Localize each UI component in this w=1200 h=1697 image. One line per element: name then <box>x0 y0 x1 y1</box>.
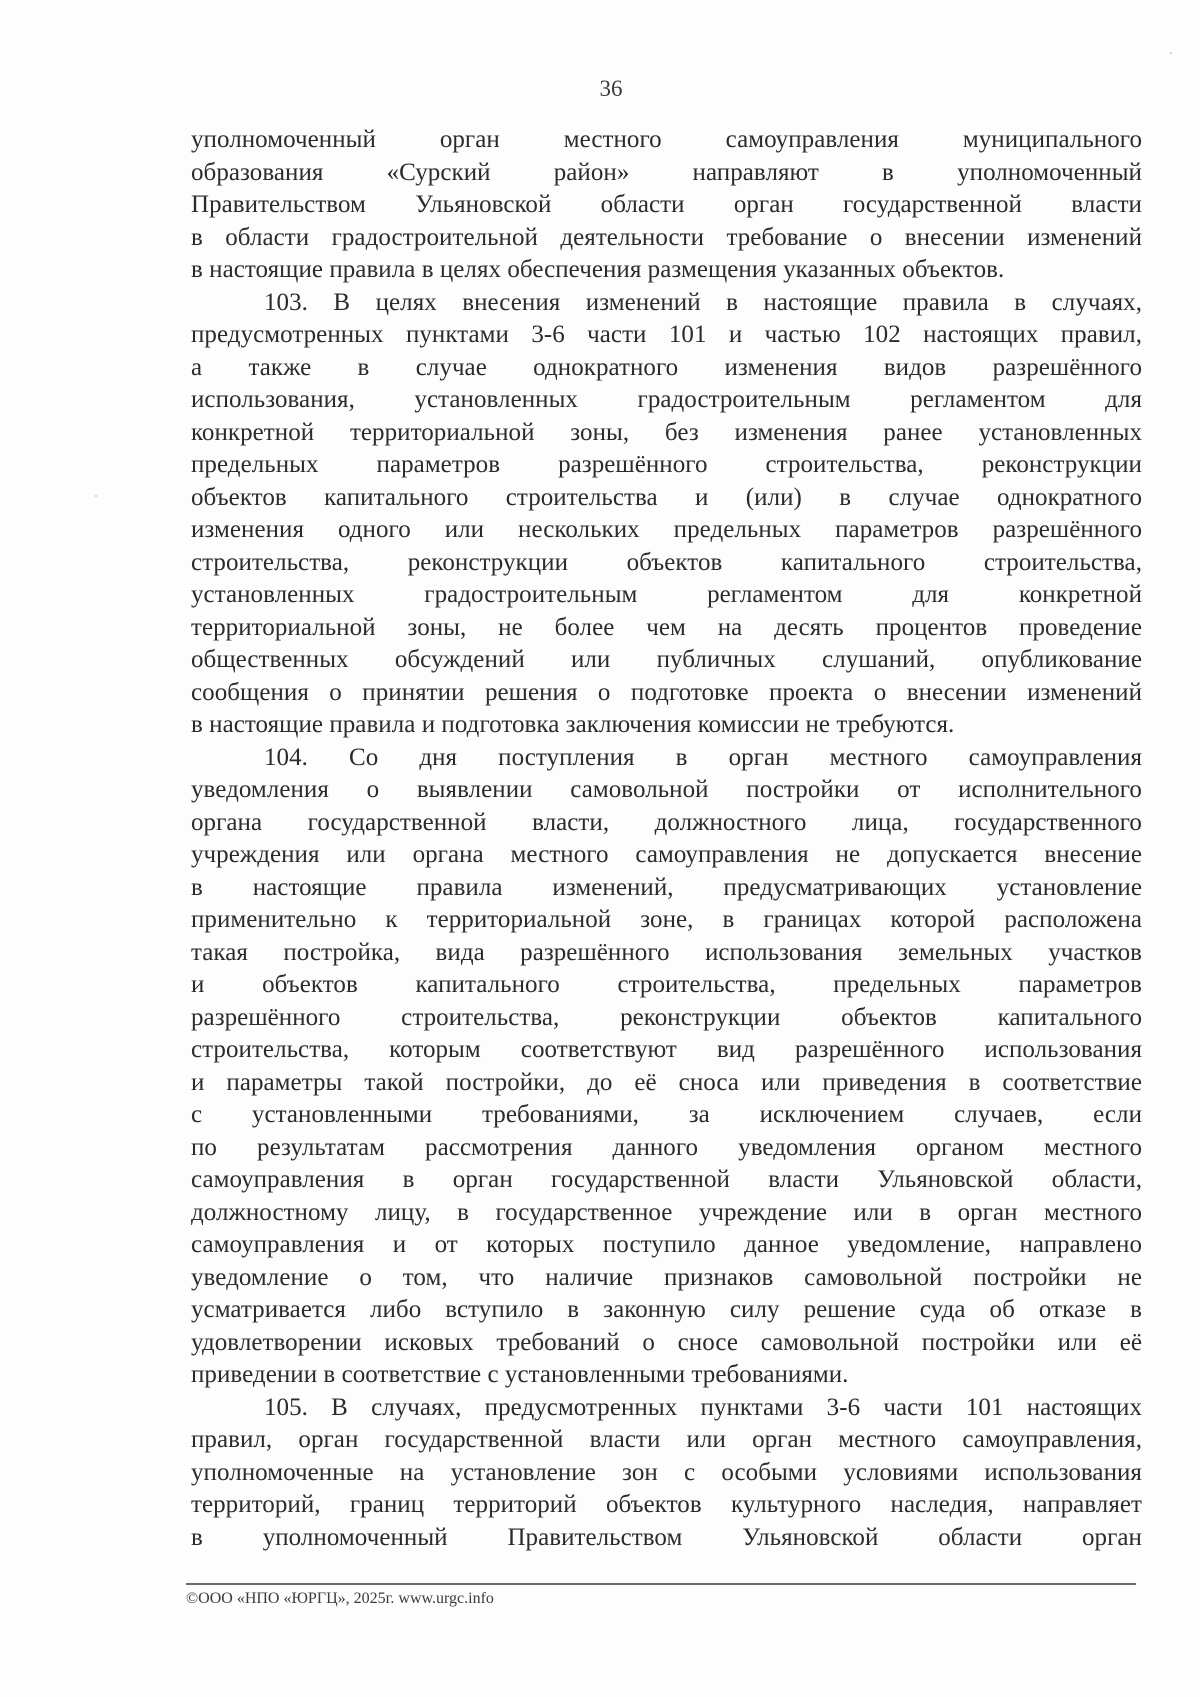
text-line: территориальной зоны, не более чем на десять процентов проведение <box>191 613 1142 641</box>
text-line: общественных обсуждений или публичных слушаний, опубликование <box>191 646 1142 673</box>
text-line: Правительством Ульяновской области орган государственной власти <box>191 191 1142 218</box>
paragraph-first-line: 104. Со дня поступления в орган местного самоуправления <box>264 743 1142 771</box>
text-line: в настоящие правила и подготовка заключения комиссии не требуются. <box>191 711 955 738</box>
text-line: в области градостроительной деятельности требование о внесении изменений <box>191 223 1142 251</box>
text-line: строительства, реконструкции объектов капитального строительства, <box>191 548 1142 576</box>
text-line: самоуправления в орган государственной власти Ульяновской области, <box>191 1166 1142 1193</box>
text-line: с установленными требованиями, за исключением случаев, если <box>191 1101 1142 1128</box>
text-line: и параметры такой постройки, до её сноса или приведения в соответствие <box>191 1068 1142 1096</box>
text-line: предусмотренных пунктами 3-6 части 101 и частью 102 настоящих правил, <box>191 321 1142 348</box>
text-line: образования «Сурский район» направляют в уполномоченный <box>191 158 1142 186</box>
text-line: уполномоченные на установление зон с особыми условиями использования <box>191 1458 1142 1486</box>
page-number: 36 <box>599 76 623 101</box>
text-line: в настоящие правила в целях обеспечения размещения указанных объектов. <box>191 256 1005 283</box>
text-line: уполномоченный орган местного самоуправления муниципального <box>191 126 1142 153</box>
text-line: усматривается либо вступило в законную силу решение суда об отказе в <box>191 1296 1142 1323</box>
text-line: должностному лицу, в государственное учреждение или в орган местного <box>191 1198 1142 1226</box>
scan-speck <box>95 495 97 497</box>
text-line: разрешённого строительства, реконструкции объектов капитального <box>191 1003 1142 1031</box>
text-line: сообщения о принятии решения о подготовке проекта о внесении изменений <box>191 678 1142 706</box>
text-line: установленных градостроительным регламентом для конкретной <box>191 581 1142 608</box>
text-line: изменения одного или нескольких предельных параметров разрешённого <box>191 516 1142 543</box>
text-line: в настоящие правила изменений, предусматривающих установление <box>191 873 1142 901</box>
text-line: по результатам рассмотрения данного уведомления органом местного <box>191 1133 1142 1161</box>
text-line: территорий, границ территорий объектов культурного наследия, направляет <box>191 1491 1142 1518</box>
footer-divider <box>186 1583 1136 1585</box>
text-line: приведении в соответствие с установленными требованиями. <box>191 1361 849 1388</box>
text-line: учреждения или органа местного самоуправления не допускается внесение <box>191 841 1142 868</box>
footer-copyright: ©ООО «НПО «ЮРГЦ», 2025г. www.urgc.info <box>186 1590 494 1607</box>
text-line: применительно к территориальной зоне, в границах которой расположена <box>191 906 1142 933</box>
text-line: использования, установленных градостроительным регламентом для <box>191 386 1142 413</box>
text-line: органа государственной власти, должностного лица, государственного <box>191 808 1142 836</box>
text-line: в уполномоченный Правительством Ульяновской области орган <box>191 1523 1142 1551</box>
text-line: уведомления о выявлении самовольной постройки от исполнительного <box>191 776 1142 803</box>
text-line: объектов капитального строительства и (или) в случае однократного <box>191 483 1142 511</box>
text-line: уведомление о том, что наличие признаков самовольной постройки не <box>191 1263 1142 1291</box>
text-line: и объектов капитального строительства, предельных параметров <box>191 971 1142 998</box>
text-line: такая постройка, вида разрешённого использования земельных участков <box>191 938 1142 966</box>
text-line: самоуправления и от которых поступило данное уведомление, направлено <box>191 1231 1142 1258</box>
scan-speck <box>1170 52 1172 54</box>
text-line: удовлетворении исковых требований о сносе самовольной постройки или её <box>191 1328 1142 1356</box>
paragraph-first-line: 105. В случаях, предусмотренных пунктами 3-6 части 101 настоящих <box>264 1393 1142 1421</box>
text-line: конкретной территориальной зоны, без изменения ранее установленных <box>191 418 1142 446</box>
text-line: строительства, которым соответствуют вид разрешённого использования <box>191 1036 1142 1063</box>
text-line: предельных параметров разрешённого строительства, реконструкции <box>191 451 1142 478</box>
paragraph-first-line: 103. В целях внесения изменений в настоящие правила в случаях, <box>264 288 1142 316</box>
text-line: правил, орган государственной власти или орган местного самоуправления, <box>191 1426 1142 1453</box>
text-line: а также в случае однократного изменения видов разрешённого <box>191 353 1142 381</box>
document-body <box>191 124 1142 1554</box>
